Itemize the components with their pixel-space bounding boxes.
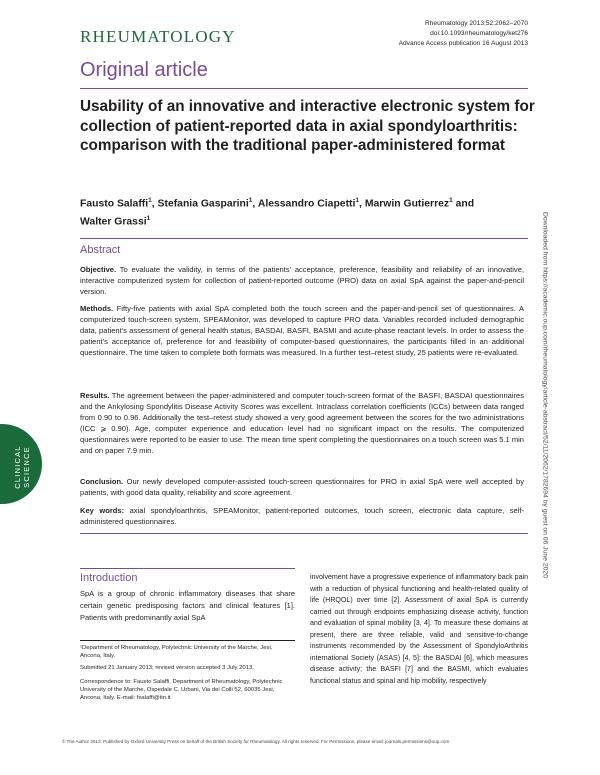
introduction-paragraph: SpA is a group of chronic inflammatory diseases that share certain genetic predisposing factors and clinical features [1]. Patients with predominantly axial SpA	[80, 589, 295, 622]
article-title: Usability of an innovative and interactive electronic system for collection of patient-reported data in axial spondyloarthritis: comparison with the traditional paper-administered format	[80, 98, 535, 154]
side-tab-line: CLINICAL	[13, 445, 22, 489]
citation-access: Advance Access publication 16 August 2013	[398, 40, 528, 47]
author-name[interactable]: Stefania Gasparini	[157, 198, 249, 210]
keywords-label: Key words:	[80, 506, 125, 515]
objective-label: Objective.	[80, 265, 117, 274]
abstract-methods	[80, 303, 524, 358]
author-affil-mark: 1	[449, 197, 453, 204]
conclusion-text: Our newly developed computer-assisted touch-screen questionnaires for PRO in axial SpA were well accepted by patients, with good data quality, reliability and score agreement.	[80, 477, 524, 497]
author-affil-mark: 1	[148, 197, 152, 204]
author-affil-mark: 1	[355, 197, 360, 204]
correspondence-note: Correspondence to: Fausto Salaffi, Department of Rheumatology, Polytechnic University of the Marche, Ospedale C. Urbani, Via dei Colli 52, 60035 Jesi, Ancona, Italy. E-mail: fsalaffi@tin.it	[80, 679, 283, 702]
divider	[80, 568, 295, 569]
introduction-heading: Introduction	[80, 572, 138, 584]
methods-label: Methods.	[80, 304, 114, 313]
author-affil-mark: 1	[146, 215, 151, 223]
abstract-conclusion	[80, 476, 524, 498]
affiliation-note: ¹Department of Rheumatology, Polytechnic University of the Marche, Jesi, Ancona, Italy.	[80, 645, 273, 660]
objective-text: To evaluate the validity, in terms of the patients' acceptance, preference, feasibility and reliability of an innovative, interactive computerized system for collection of patient-reported outcome (PRO) data on axial SpA against the paper-and-pencil version.	[80, 265, 524, 296]
side-tab-label	[13, 427, 31, 507]
citation-volume: Rheumatology 2013;52:2062–2070	[424, 20, 528, 27]
abstract-keywords	[80, 505, 524, 527]
divider	[80, 640, 295, 641]
methods-text: Fifty-five patients with axial SpA completed both the touch screen and the paper-and-pencil set of questionnaires. A computerized touch-screen system, SPEAMonitor, was developed to capture PRO data. Variables recorded included demographic data, patient's assessment of general health status, BASDAI, BASFI, BASMI and acute-phase reactant levels. In order to assess the patient's acceptance of, preference for and feasibility of computer-based questionnaires, the participants filled in an additional questionnaire. The time taken to complete both formats was measured. In a further test–retest study, 25 patients were re-evaluated.	[80, 304, 524, 357]
author-name[interactable]: Marwin Gutierrez	[364, 198, 450, 210]
copyright-footer: © The Author 2013. Published by Oxford University Press on behalf of the British Society for Rheumatology. All rights reserved. For Permissions, please email: journals.permissions@oup.com	[62, 739, 450, 744]
citation-block	[399, 19, 528, 49]
abstract-objective	[80, 264, 524, 297]
results-label: Results.	[80, 391, 110, 400]
author-separator: and	[452, 198, 475, 210]
author-separator: ,	[359, 198, 365, 210]
author-name[interactable]: Alessandro Ciapetti	[257, 198, 356, 210]
results-text: The agreement between the paper-administered and computer touch-screen format of the BASFI, BASDAI questionnaires and the Ankylosing Spondylitis Disease Activity Scores was excellent. Intraclass correlation coefficients (ICCs) between data ranged from 0.90 to 0.96. Additionally the test–retest study showed a very good agreement between the scores for the two administrations (ICC ⩾ 0.90). Age, computer experience and education level had no significant impact on the results. The computerized questionnaires were reported to be easier to use. The mean time spent completing the questionnaires on a touch screen was 5.1 min and on paper 7.9 min.	[80, 391, 524, 455]
author-affil-mark: 1	[248, 197, 253, 204]
author-separator: ,	[151, 198, 158, 210]
abstract-heading: Abstract	[80, 244, 121, 256]
citation-doi[interactable]: doi:10.1093/rheumatology/ket276	[430, 30, 528, 37]
side-tab-line: SCIENCE	[22, 446, 31, 488]
author-name[interactable]: Fausto Salaffi	[80, 198, 149, 210]
introduction-right-column: involvement have a progressive experience of inflammatory back pain with a reduction of physical functioning and health-related quality of life (HRQOL) over time [2]. Assessment of axial SpA is currently carried out through endpoints emphasizing disease activity, function and evaluation of spinal mobility [3, 4]. To measure these domains at present, there are three reliable, valid and sensitive-to-change instruments recommended by the Assessment of SpondyloArthritis international Society (ASAS) [4, 5]: the BASDAI [6], which measures disease activity; the BASFI [7] and the BASMI, which evaluates functional status and spinal and hip mobility, respectively	[310, 574, 528, 685]
author-name[interactable]: Walter Grassi	[80, 216, 147, 228]
download-watermark: Downloaded from https://academic.oup.com/rheumatology/article-abstract/52/11/2062/1782694 by guest on 06 June 2020	[541, 211, 549, 578]
conclusion-label: Conclusion.	[80, 477, 124, 486]
keywords-text: axial spondyloarthritis, SPEAMonitor, patient-reported outcomes, touch screen, electronic data capture, self-administered questionnaires.	[80, 506, 524, 526]
section-label: Original article	[80, 59, 208, 81]
submission-dates: Submitted 21 January 2013; revised version accepted 3 July 2013.	[80, 665, 254, 671]
author-separator: ,	[252, 198, 258, 210]
abstract-results	[80, 390, 524, 456]
author-list	[80, 193, 530, 230]
journal-logo: RHEUMATOLOGY	[80, 27, 236, 46]
divider	[80, 533, 528, 534]
divider	[80, 88, 528, 89]
